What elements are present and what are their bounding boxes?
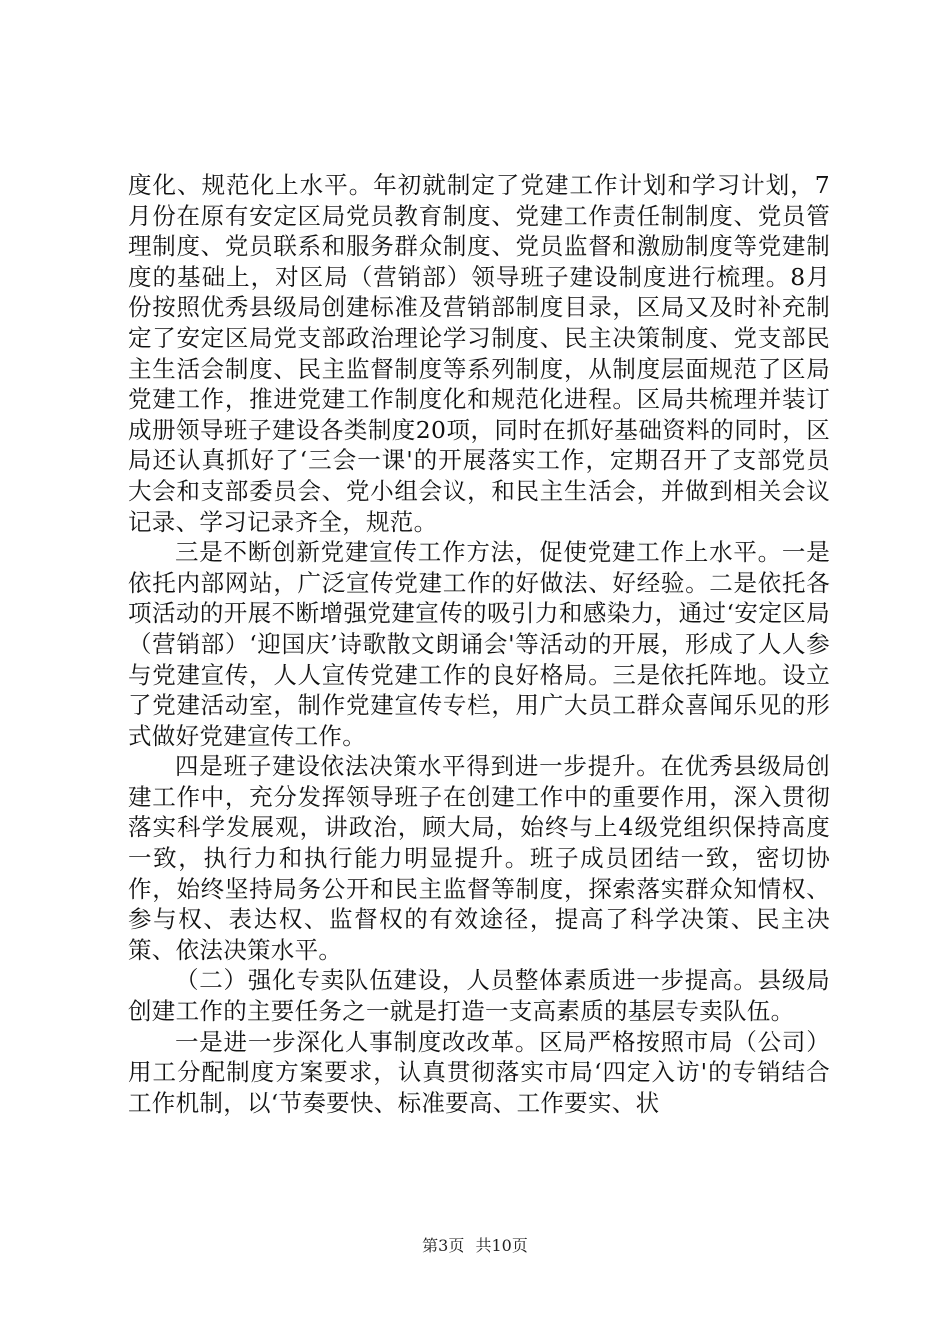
page-footer [0,1236,950,1256]
document-body [128,170,830,1118]
paragraph-team-building: （二）强化专卖队伍建设，人员整体素质进一步提高。县级局创建工作的主要任务之一就是打造一支高素质的基层专卖队伍。 [128,966,830,1026]
paragraph-personnel-reform: 一是进一步深化人事制度改改革。区局严格按照市局（公司）用工分配制度方案要求，认真贯彻落实市局‘四定入访'的专销结合工作机制，以‘节奏要快、标准要高、工作要实、状 [128,1027,830,1117]
page-number: 第3页 [422,1236,465,1255]
paragraph-leadership-decision: 四是班子建设依法决策水平得到进一步提升。在优秀县级局创建工作中，充分发挥领导班子在创建工作中的重要作用，深入贯彻落实科学发展观，讲政治，顾大局，始终与上4级党组织保持高度一致，执行力和执行能力明显提升。班子成员团结一致，密切协作，始终坚持局务公开和民主监督等制度，探索落实群众知情权、参与权、表达权、监督权的有效途径，提高了科学决策、民主决策、依法决策水平。 [128,752,830,964]
paragraph-continuation: 度化、规范化上水平。年初就制定了党建工作计划和学习计划，7月份在原有安定区局党员教育制度、党建工作责任制制度、党员管理制度、党员联系和服务群众制度、党员监督和激励制度等党建制度的基础上，对区局（营销部）领导班子建设制度进行梳理。8月份按照优秀县级局创建标准及营销部制度目录，区局又及时补充制定了安定区局党支部政治理论学习制度、民主决策制度、党支部民主生活会制度、民主监督制度等系列制度，从制度层面规范了区局党建工作，推进党建工作制度化和规范化进程。区局共梳理并装订成册领导班子建设各类制度20项，同时在抓好基础资料的同时，区局还认真抓好了‘三会一课'的开展落实工作，定期召开了支部党员大会和支部委员会、党小组会议，和民主生活会，并做到相关会议记录、学习记录齐全，规范。 [128,171,830,536]
page-total: 共10页 [475,1236,528,1255]
paragraph-party-publicity: 三是不断创新党建宣传工作方法，促使党建工作上水平。一是依托内部网站，广泛宣传党建工作的好做法、好经验。二是依托各项活动的开展不断增强党建宣传的吸引力和感染力，通过‘安定区局（营销部）‘迎国庆’诗歌散文朗诵会'等活动的开展，形成了人人参与党建宣传，人人宣传党建工作的良好格局。三是依托阵地。设立了党建活动室，制作党建宣传专栏，用广大员工群众喜闻乐见的形式做好党建宣传工作。 [128,538,830,750]
